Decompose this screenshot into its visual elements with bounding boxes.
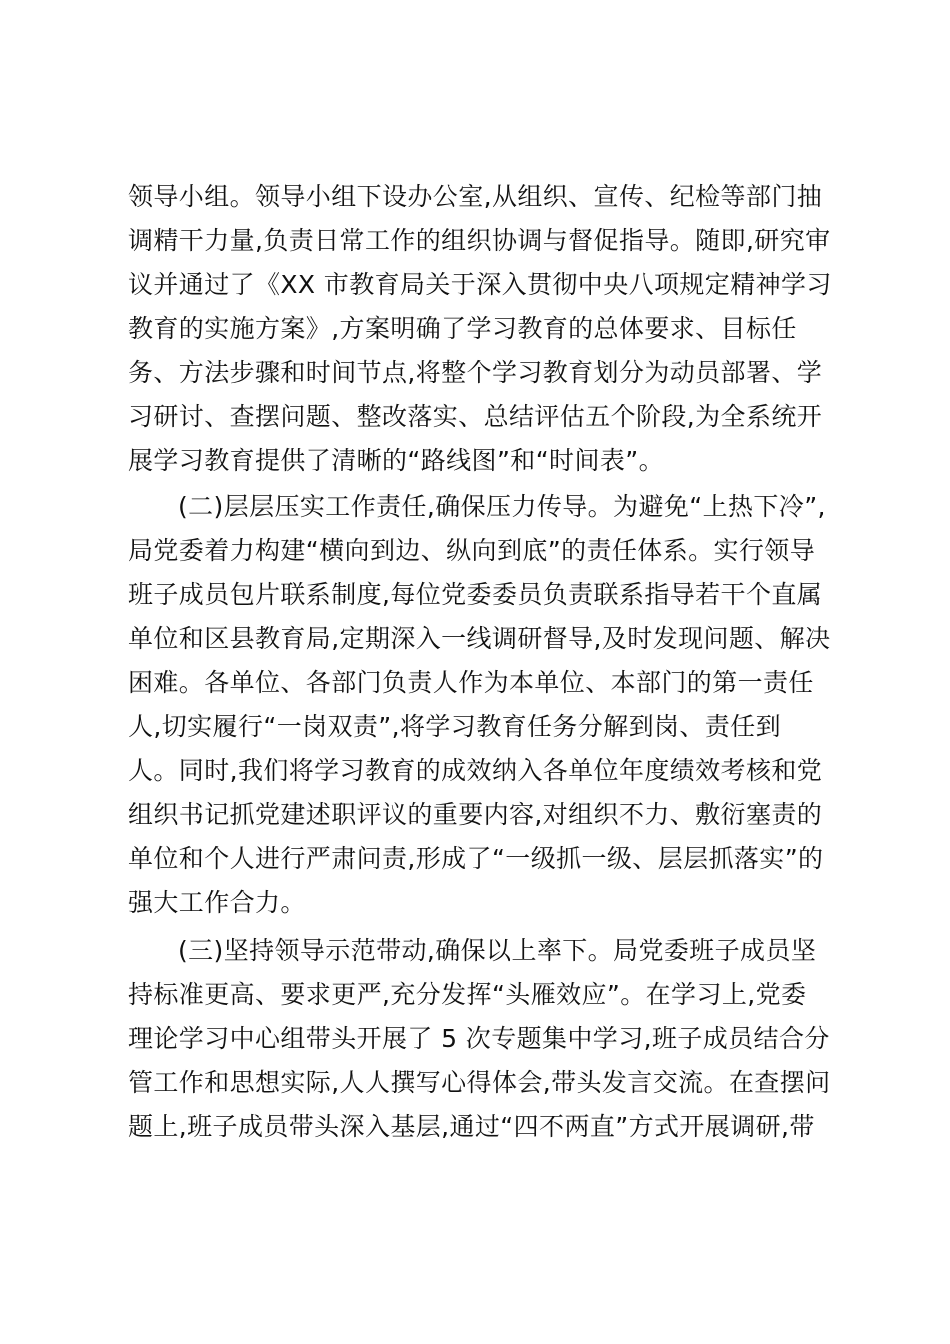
text-line: 教育的实施方案》,方案明确了学习教育的总体要求、目标任 <box>128 314 797 343</box>
section-heading-line: (三)坚持领导示范带动,确保以上率下。局党委班子成员坚 <box>178 936 817 965</box>
text-line: 强大工作合力。 <box>128 888 306 917</box>
text-line: 习研讨、查摆问题、整改落实、总结评估五个阶段,为全系统开 <box>128 402 823 431</box>
text-line: 理论学习中心组带头开展了 5 次专题集中学习,班子成员结合分 <box>128 1024 830 1053</box>
text-line: 议并通过了《XX 市教育局关于深入贯彻中央八项规定精神学习 <box>128 270 832 299</box>
text-line: 题上,班子成员带头深入基层,通过“四不两直”方式开展调研,带 <box>128 1112 815 1141</box>
text-line: 局党委着力构建“横向到边、纵向到底”的责任体系。实行领导 <box>128 536 816 565</box>
text-line: 调精干力量,负责日常工作的组织协调与督促指导。随即,研究审 <box>128 226 831 255</box>
text-line: 班子成员包片联系制度,每位党委委员负责联系指导若干个直属 <box>128 580 823 609</box>
text-line: 单位和个人进行严肃问责,形成了“一级抓一级、层层抓落实”的 <box>128 844 824 873</box>
section-heading-line: (二)层层压实工作责任,确保压力传导。为避免“上热下冷”, <box>178 492 826 521</box>
text-line: 单位和区县教育局,定期深入一线调研督导,及时发现问题、解决 <box>128 624 831 653</box>
text-line: 管工作和思想实际,人人撰写心得体会,带头发言交流。在查摆问 <box>128 1068 831 1097</box>
text-line: 持标准更高、要求更严,充分发挥“头雁效应”。在学习上,党委 <box>128 980 807 1009</box>
text-line: 人,切实履行“一岗双责”,将学习教育任务分解到岗、责任到 <box>128 712 781 741</box>
text-line: 人。同时,我们将学习教育的成效纳入各单位年度绩效考核和党 <box>128 756 823 785</box>
text-line: 组织书记抓党建述职评议的重要内容,对组织不力、敷衍塞责的 <box>128 800 823 829</box>
text-line: 领导小组。领导小组下设办公室,从组织、宣传、纪检等部门抽 <box>128 182 823 211</box>
text-line: 展学习教育提供了清晰的“路线图”和“时间表”。 <box>128 446 665 475</box>
text-line: 务、方法步骤和时间节点,将整个学习教育划分为动员部署、学 <box>128 358 823 387</box>
text-line: 困难。各单位、各部门负责人作为本单位、本部门的第一责任 <box>128 668 814 697</box>
